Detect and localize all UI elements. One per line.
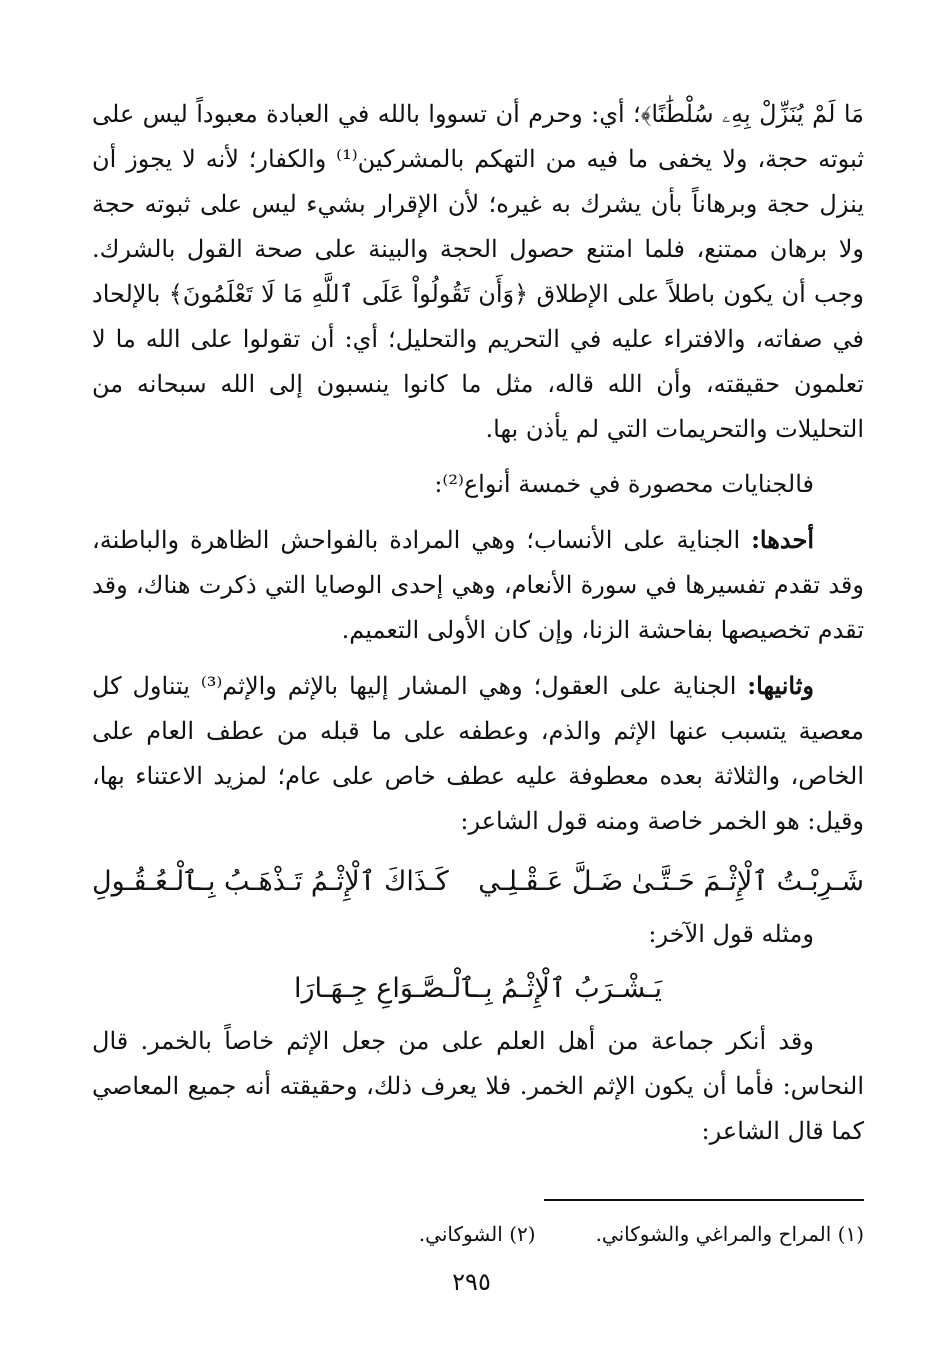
- paragraph-3-text: الجناية على الأنساب؛ وهي المرادة بالفواحش الظاهرة والباطنة، وقد تقدم تفسيرها في سورة الأنعام، وهي إحدى الوصايا التي ذكرت هناك، وقد تقدم تخصيصها بفاحشة الزنا، وإن كان الأولى التعميم.: [92, 526, 864, 644]
- page-body: [92, 92, 864, 1154]
- paragraph-1-text: مَا لَمْ يُنَزِّلْ بِهِۦ سُلْطَٰنًا﴾؛ أي: وحرم أن تسووا بالله في العبادة معبوداً ليس على ثبوته حجة، ولا يخفى ما فيه من التهكم بالمشركين⁽¹⁾ والكفار؛ لأنه لا يجوز أن ينزل حجة وبرهاناً بأن يشرك به غيره؛ لأن الإقرار بشيء ليس على ثبوته حجة ولا برهان ممتنع، فلما امتنع حصول الحجة والبينة على صحة القول بالشرك. وجب أن يكون باطلاً على الإطلاق ﴿وَأَن تَقُولُواْ عَلَى ٱللَّهِ مَا لَا تَعْلَمُونَ﴾ بالإلحاد في صفاته، والافتراء عليه في التحريم والتحليل؛ أي: أن تقولوا على الله ما لا تعلمون حقيقته، وأن الله قاله، مثل ما كانوا ينسبون إلى الله سبحانه من التحليلات والتحريمات التي لم يأذن بها.: [92, 100, 864, 443]
- paragraph-4-text: الجناية على العقول؛ وهي المشار إليها بالإثم والإثم⁽³⁾ يتناول كل معصية يتسبب عنها الإثم والذم، وعطفه على ما قبله من عطف العام على الخاص، والثلاثة بعده معطوفة عليه عطف خاص على عام؛ لمزيد الاعتناء بها، وقيل: هو الخمر خاصة ومنه قول الشاعر:: [92, 672, 864, 835]
- paragraph-2-text: فالجنايات محصورة في خمسة أنواع⁽²⁾:: [434, 470, 814, 498]
- paragraph-4-heading: وثانيها:: [747, 671, 814, 700]
- verse-1: [92, 852, 864, 912]
- paragraph-3-heading: أحدها:: [751, 525, 814, 554]
- paragraph-3: [92, 517, 864, 653]
- paragraph-1: [92, 92, 864, 452]
- paragraph-6: [92, 1019, 864, 1154]
- footnote-2: (٢) الشوكاني.: [418, 1222, 536, 1246]
- footnote-1: (١) المراح والمراغي والشوكاني.: [595, 1222, 864, 1246]
- paragraph-5-text: ومثله قول الآخر:: [648, 920, 814, 948]
- verse-2: يَـشْـرَبُ ٱلْإِثْـمُ بِـٱلْـصَّـوَاعِ جِـهَـارَا: [293, 973, 663, 1004]
- verse-1-second-hemistich: كَـذَاكَ ٱلْإِثْـمُ تَـذْهَـبُ بِـٱلْـعُـقُـولِ: [92, 866, 449, 897]
- paragraph-5: [92, 912, 864, 957]
- page-number: ٢٩٥: [452, 1268, 491, 1296]
- footnote-separator: [544, 1199, 864, 1201]
- verse-1-first-hemistich: شَـرِبْـتُ ٱلْإِثْـمَ حَـتَّـىٰ ضَـلَّ عَـقْـلِـي: [478, 866, 864, 897]
- paragraph-4: [92, 663, 864, 844]
- paragraph-6-text: وقد أنكر جماعة من أهل العلم على من جعل الإثم خاصاً بالخمر. قال النحاس: فأما أن يكون الإثم الخمر. فلا يعرف ذلك، وحقيقته أنه جميع المعاصي كما قال الشاعر:: [92, 1027, 864, 1145]
- paragraph-2: [92, 462, 864, 507]
